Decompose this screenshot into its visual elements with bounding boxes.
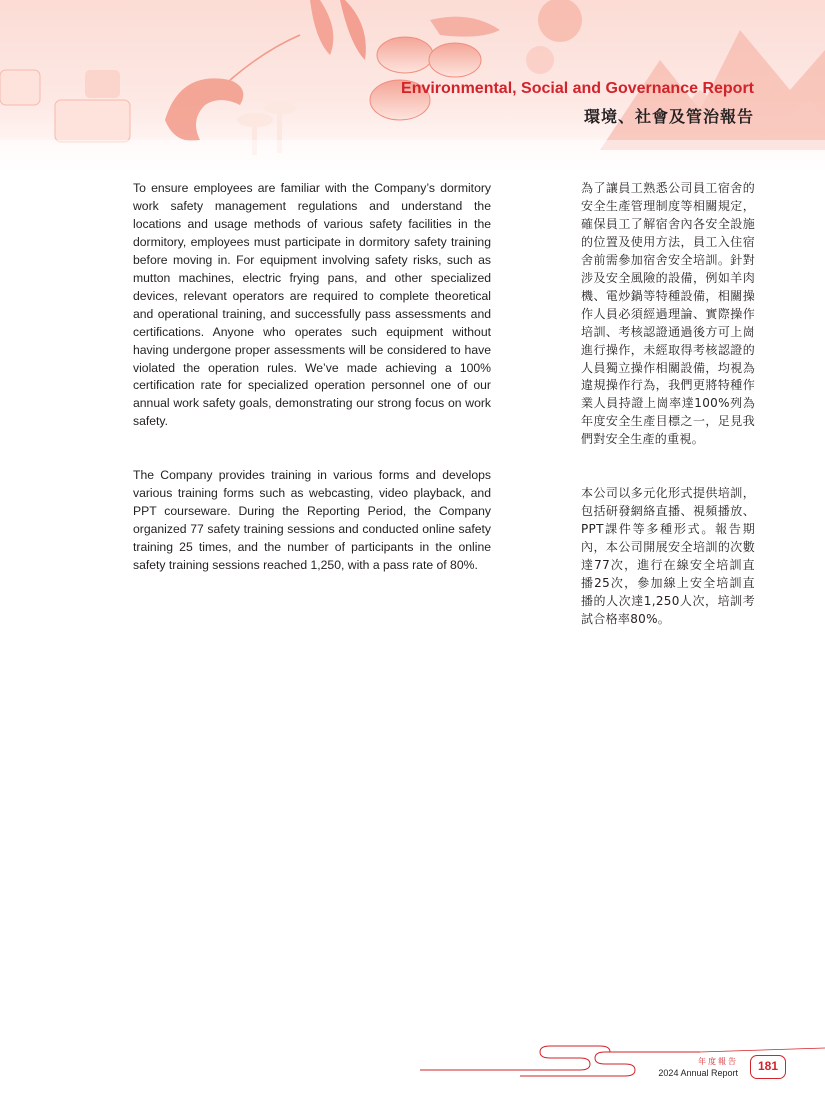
page-number: 181: [750, 1055, 786, 1079]
report-title-en: Environmental, Social and Governance Report: [401, 80, 754, 97]
english-column: [133, 180, 491, 611]
tofu-shape: [55, 100, 130, 142]
report-title-zh: 環境、社會及管治報告: [583, 107, 754, 126]
chinese-paragraph-training-forms: 本公司以多元化形式提供培訓，包括研發網絡直播、視頻播放、PPT課件等多種形式。報告期內，本公司開展安全培訓的次數達77次，進行在線安全培訓直播25次，參加線上安全培訓直播的人次達1,250人次，培訓考試合格率80%。: [581, 486, 755, 626]
meat-roll-shape: [429, 43, 481, 77]
tomato-shape: [538, 0, 582, 42]
chinese-paragraph-dormitory-safety: 為了讓員工熟悉公司員工宿舍的安全生產管理制度等相關規定，確保員工了解宿舍內各安全設施的位置及使用方法，員工入住宿舍前需參加宿舍安全培訓。針對涉及安全風險的設備，例如羊肉機、電炒鍋等特種設備，相關操作人員必須經過理論、實際操作培訓、考核認證通過後方可上崗進行操作，未經取得考核認證的人員獨立操作相關設備，均視為違規操作行為，我們更將特種作業人員持證上崗率達100%列為年度安全生產目標之一，足見我們對安全生產的重視。: [581, 181, 755, 447]
tofu-shape: [85, 70, 120, 98]
footer-annual-report-zh: 年度報告: [698, 1057, 738, 1066]
chinese-column: [581, 180, 755, 665]
tofu-shape: [0, 70, 40, 105]
meat-roll-shape: [377, 37, 433, 73]
english-paragraph-dormitory-safety: To ensure employees are familiar with the Company’s dormitory work safety management regulations and understand the locations and usage methods of various safety facilities in the dormitory, employees must participate in dormitory safety training before moving in. For equipment involving safety risks, such as mutton machines, electric frying pans, and other specialized devices, relevant operators are required to complete theoretical and operational training, and successfully pass assessments and certifications. Anyone who operates such equipment without having undergone proper assessments will be considered to have violated the operation rules. We’ve made achieving a 100% certification rate for specialized operation personnel one of our annual work safety goals, demonstrating our strong focus on work safety.: [133, 181, 491, 429]
tomato-shape: [526, 46, 554, 74]
english-paragraph-training-forms: The Company provides training in various forms and develops various training forms such as webcasting, video playback, and PPT courseware. During the Reporting Period, the Company organized 77 safety training sessions and conducted online safety training 25 times, and the number of participants in the online safety training sessions reached 1,250, with a pass rate of 80%.: [133, 468, 491, 573]
footer-annual-report-en: 2024 Annual Report: [658, 1068, 738, 1078]
